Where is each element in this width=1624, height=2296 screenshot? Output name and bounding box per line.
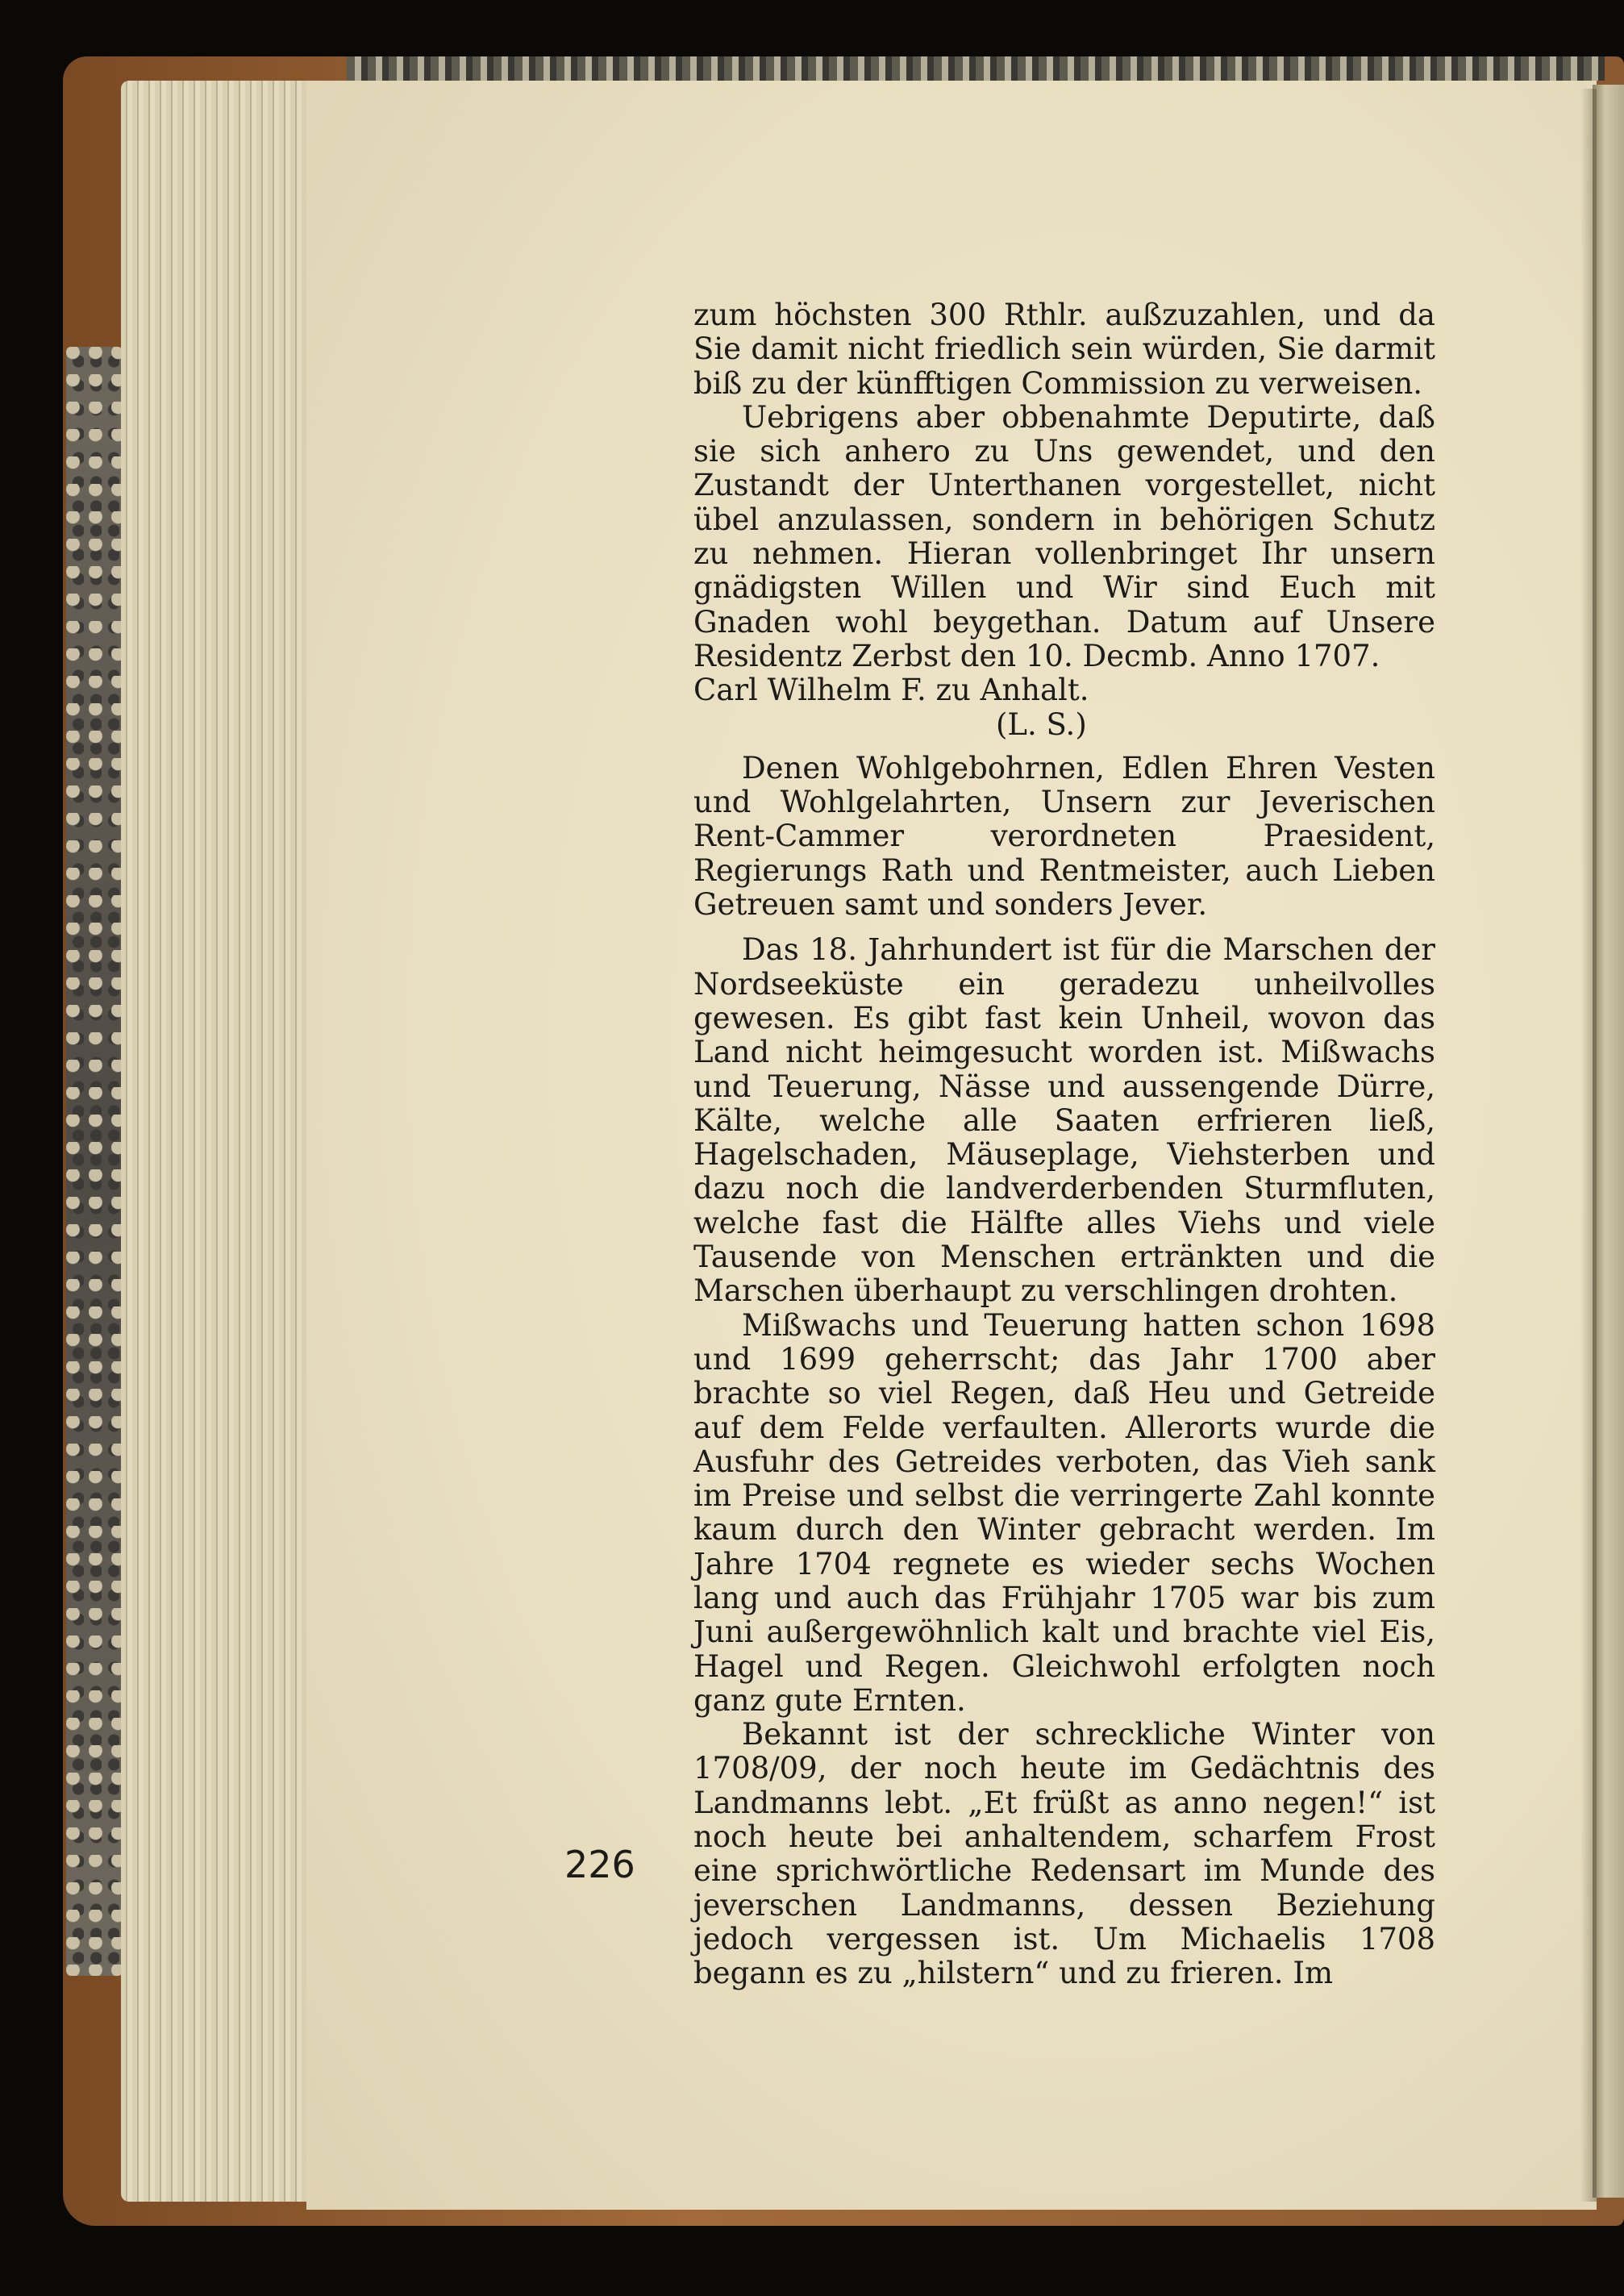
page-gutter-shadow (1580, 89, 1597, 2202)
marbled-cover-edge (66, 347, 123, 1976)
book-headband (347, 56, 1605, 81)
address-line: Denen Wohlgebohrnen, Edlen Ehren Vesten und Wohlgelahrten, Unsern zur Jeverischen Rent-Cammer verordneten Praesident, Regierungs Rath und Rentmeister, auch Lieben Getreuen samt und sonders Jever. (693, 750, 1435, 923)
facing-page-edge (1593, 85, 1624, 2198)
paragraph-winter-1708: Bekannt ist der schreckliche Winter von 1708/09, der noch heute im Gedächtnis des Landmanns lebt. „Et früßt as anno negen!“ ist noch heute bei anhaltendem, scharfem Frost eine sprichwörtliche Redensart im Munde des jeverschen Landmanns, dessen Beziehung jedoch vergessen ist. Um Michaelis 1708 begann es zu „hilstern“ und zu frieren. Im (693, 1717, 1435, 1991)
signature-line: Carl Wilhelm F. zu Anhalt. (693, 673, 1089, 708)
paragraph-misswachs: Mißwachs und Teuerung hatten schon 1698 und 1699 geherrscht; das Jahr 1700 aber brachte so viel Regen, daß Heu und Getreide auf dem Felde verfaulten. Allerorts wurde die Ausfuhr des Getreides verboten, das Vieh sank im Preise und selbst die verringerte Zahl konnte kaum durch den Winter gebracht werden. Im Jahre 1704 regnete es wieder sechs Wochen lang und auch das Frühjahr 1705 war bis zum Juni außergewöhnlich kalt und brachte viel Eis, Hagel und Regen. Gleichwohl erfolgten noch ganz gute Ernten. (693, 1307, 1435, 1718)
page-number: 226 (564, 1843, 635, 1886)
page-edges (121, 81, 331, 2202)
seal-mark: (L. S.) (996, 706, 1087, 742)
paragraph-letter-end: zum höchsten 300 Rthlr. außzuzahlen, und da Sie damit nicht friedlich sein würden, Sie darmit biß zu der künfftigen Commission zu verweisen. (693, 298, 1435, 401)
paragraph-letter-closing: Uebrigens aber obbenahmte Deputirte, daß sie sich anhero zu Uns gewendet, und den Zustandt der Unterthanen vorgestellet, nicht übel anzulassen, sondern in behörigen Schutz zu nehmen. Hieran vollenbringet Ihr unsern gnädigsten Willen und Wir sind Euch mit Gnaden wohl beygethan. Datum auf Unsere Residentz Zerbst den 10. Decmb. Anno 1707. (693, 399, 1435, 673)
page-text (693, 298, 1435, 1991)
paragraph-18th-century: Das 18. Jahrhundert ist für die Marschen der Nordseeküste ein geradezu unheilvolles gewesen. Es gibt fast kein Unheil, wovon das Land nicht heimgesucht worden ist. Mißwachs und Teuerung, Nässe und aussengende Dürre, Kälte, welche alle Saaten erfrieren ließ, Hagelschaden, Mäuseplage, Viehsterben und dazu noch die landverderbenden Sturmfluten, welche fast die Hälfte alles Viehs und viele Tausende von Menschen ertränkten und die Marschen überhaupt zu verschlingen drohten. (693, 932, 1435, 1309)
